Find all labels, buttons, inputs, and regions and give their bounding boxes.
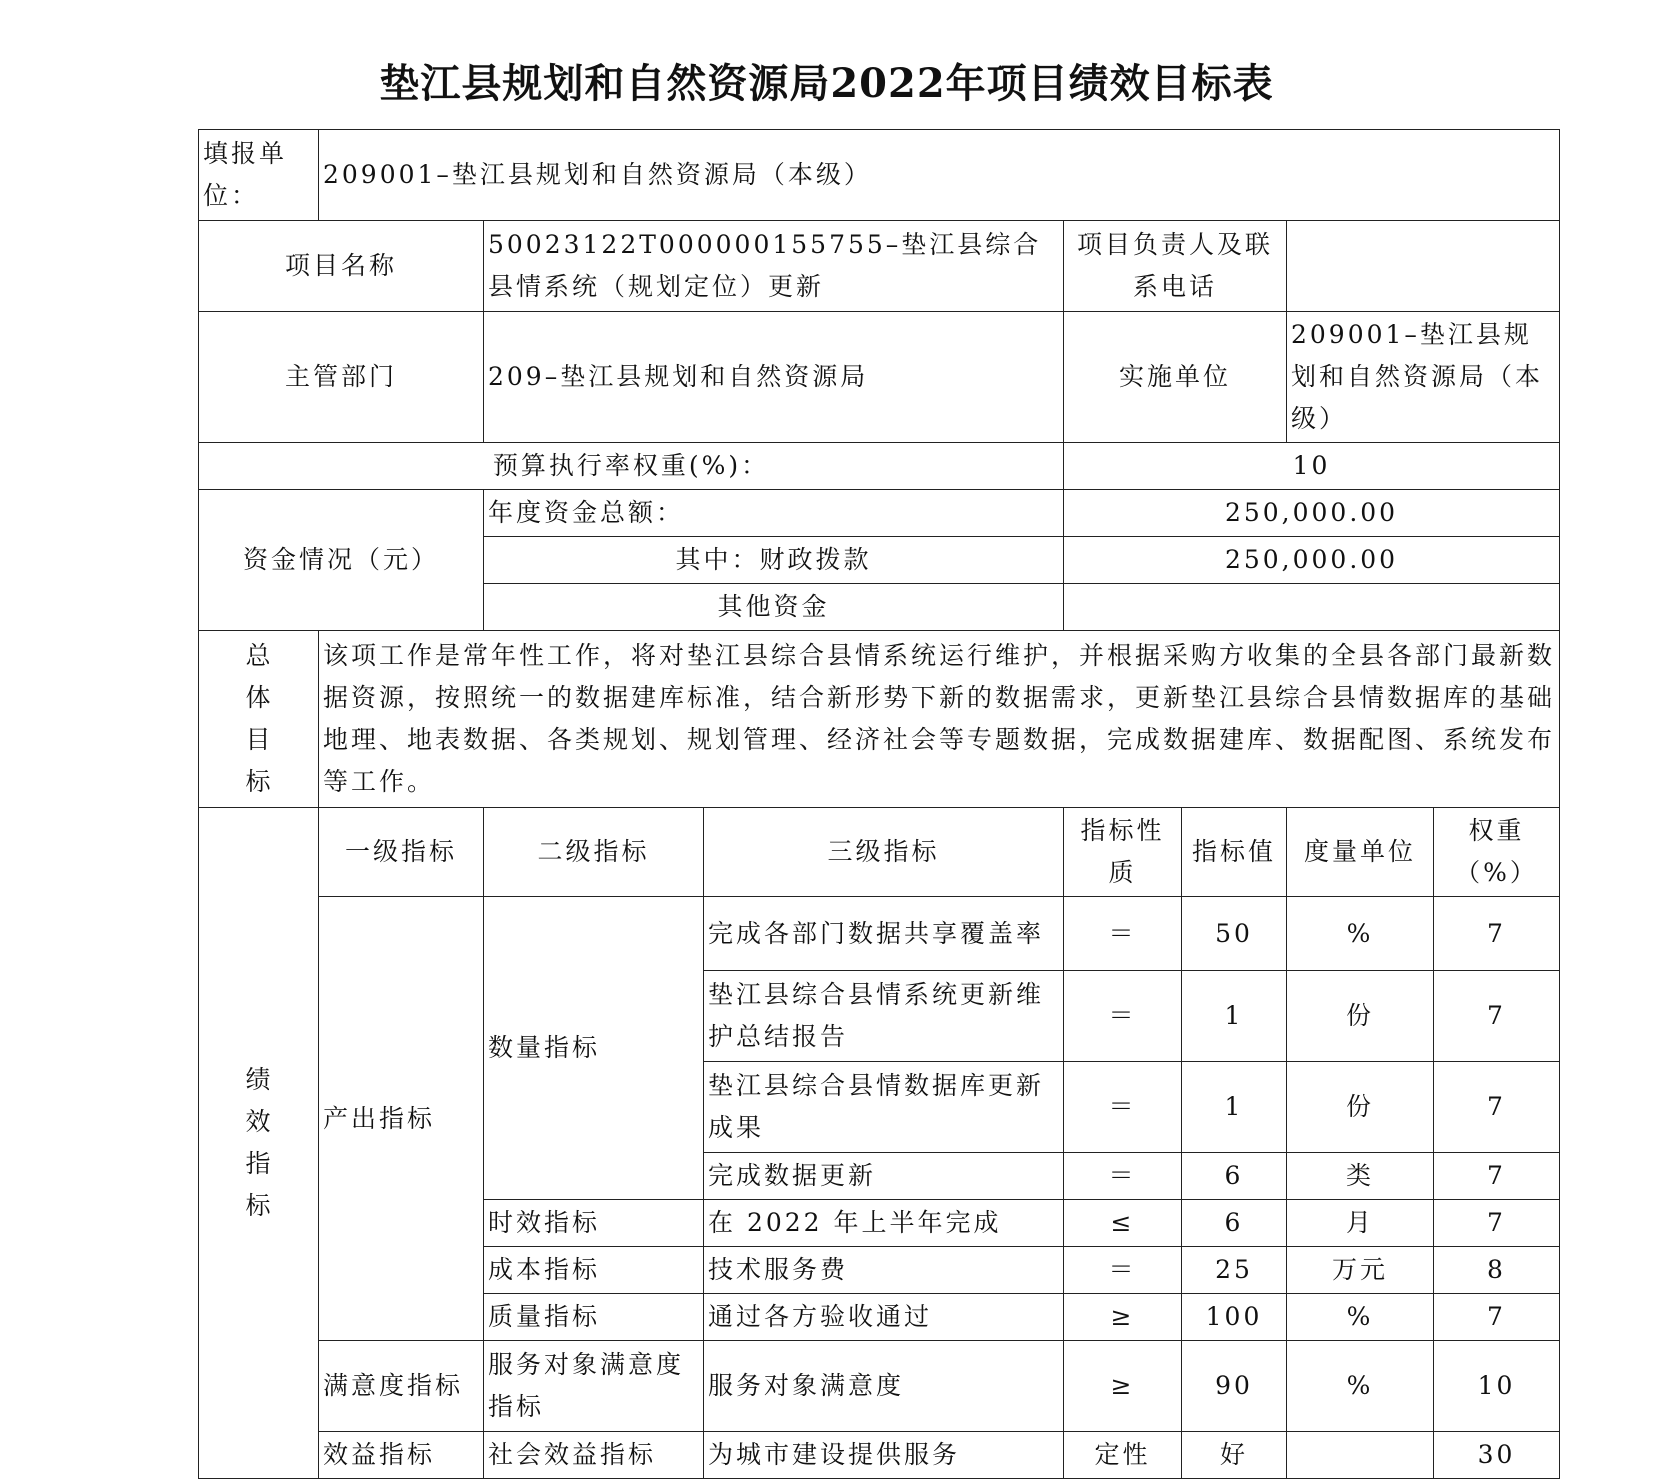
unit-cell <box>1287 1432 1434 1479</box>
impl-label: 实施单位 <box>1064 312 1287 443</box>
l3-cell: 为城市建设提供服务 <box>704 1432 1064 1479</box>
table-row <box>199 1341 1560 1432</box>
nature-cell: ≥ <box>1064 1294 1182 1341</box>
unit-cell: % <box>1287 1341 1434 1432</box>
nature-cell: ≥ <box>1064 1341 1182 1432</box>
performance-table <box>198 129 1560 1479</box>
perf-label-text: 绩效指标 <box>245 1065 274 1220</box>
funds-total-label: 年度资金总额： <box>484 490 1064 537</box>
l3-cell: 垫江县综合县情数据库更新成果 <box>704 1062 1064 1153</box>
nature-cell: 定性 <box>1064 1432 1182 1479</box>
funds-other-label: 其他资金 <box>484 584 1064 631</box>
funds-label: 资金情况（元） <box>199 490 484 631</box>
unit-cell: 份 <box>1287 971 1434 1062</box>
value-cell: 50 <box>1182 897 1287 971</box>
budget-rate-label: 预算执行率权重(%)： <box>199 443 1064 490</box>
nature-cell: ＝ <box>1064 1153 1182 1200</box>
dept-row <box>199 312 1560 443</box>
header-nature: 指标性质 <box>1064 808 1182 897</box>
nature-cell: ＝ <box>1064 1062 1182 1153</box>
l2-quantity: 数量指标 <box>484 897 704 1200</box>
contact-label: 项目负责人及联系电话 <box>1064 221 1287 312</box>
value-cell: 1 <box>1182 971 1287 1062</box>
unit-cell: 月 <box>1287 1200 1434 1247</box>
indicator-header-row <box>199 808 1560 897</box>
value-cell: 90 <box>1182 1341 1287 1432</box>
nature-cell: ＝ <box>1064 1247 1182 1294</box>
budget-rate-row <box>199 443 1560 490</box>
weight-cell: 10 <box>1434 1341 1560 1432</box>
page-title: 垫江县规划和自然资源局2022年项目绩效目标表 <box>379 60 1274 107</box>
l1-benefit: 效益指标 <box>319 1432 484 1479</box>
header-l3: 三级指标 <box>704 808 1064 897</box>
funds-total-value: 250,000.00 <box>1064 490 1560 537</box>
goal-text: 该项工作是常年性工作，将对垫江县综合县情系统运行维护，并根据采购方收集的全县各部门最新数据资源，按照统一的数据建库标准，结合新形势下新的数据需求，更新垫江县综合县情数据库的基础地理、地表数据、各类规划、规划管理、经济社会等专题数据，完成数据建库、数据配图、系统发布等工作。 <box>319 631 1560 808</box>
header-value: 指标值 <box>1182 808 1287 897</box>
funds-other-value <box>1064 584 1560 631</box>
nature-cell: ≤ <box>1064 1200 1182 1247</box>
header-l2: 二级指标 <box>484 808 704 897</box>
header-l1: 一级指标 <box>319 808 484 897</box>
l2-cost: 成本指标 <box>484 1247 704 1294</box>
l2-time: 时效指标 <box>484 1200 704 1247</box>
unit-cell: % <box>1287 897 1434 971</box>
weight-cell: 7 <box>1434 1153 1560 1200</box>
weight-cell: 7 <box>1434 971 1560 1062</box>
weight-cell: 8 <box>1434 1247 1560 1294</box>
project-name-value: 50023122T000000155755–垫江县综合县情系统（规划定位）更新 <box>484 221 1064 312</box>
value-cell: 1 <box>1182 1062 1287 1153</box>
unit-cell: % <box>1287 1294 1434 1341</box>
contact-value <box>1287 221 1560 312</box>
l2-satisfaction: 服务对象满意度指标 <box>484 1341 704 1432</box>
nature-cell: ＝ <box>1064 971 1182 1062</box>
l2-social: 社会效益指标 <box>484 1432 704 1479</box>
header-unit: 度量单位 <box>1287 808 1434 897</box>
value-cell: 100 <box>1182 1294 1287 1341</box>
dept-label: 主管部门 <box>199 312 484 443</box>
goal-label-text: 总体目标 <box>245 641 274 796</box>
nature-cell: ＝ <box>1064 897 1182 971</box>
table-row <box>199 1432 1560 1479</box>
weight-cell: 7 <box>1434 1200 1560 1247</box>
l2-quality: 质量指标 <box>484 1294 704 1341</box>
unit-cell: 份 <box>1287 1062 1434 1153</box>
table-row <box>199 897 1560 971</box>
weight-cell: 7 <box>1434 1294 1560 1341</box>
funds-total-row <box>199 490 1560 537</box>
value-cell: 好 <box>1182 1432 1287 1479</box>
l3-cell: 垫江县综合县情系统更新维护总结报告 <box>704 971 1064 1062</box>
unit-row <box>199 130 1560 221</box>
funds-fiscal-value: 250,000.00 <box>1064 537 1560 584</box>
project-row <box>199 221 1560 312</box>
l3-cell: 服务对象满意度 <box>704 1341 1064 1432</box>
value-cell: 6 <box>1182 1153 1287 1200</box>
value-cell: 25 <box>1182 1247 1287 1294</box>
dept-value: 209–垫江县规划和自然资源局 <box>484 312 1064 443</box>
weight-cell: 30 <box>1434 1432 1560 1479</box>
project-name-label: 项目名称 <box>199 221 484 312</box>
l3-cell: 在 2022 年上半年完成 <box>704 1200 1064 1247</box>
l3-cell: 通过各方验收通过 <box>704 1294 1064 1341</box>
unit-value: 209001–垫江县规划和自然资源局（本级） <box>319 130 1560 221</box>
l1-satisfaction: 满意度指标 <box>319 1341 484 1432</box>
l3-cell: 完成各部门数据共享覆盖率 <box>704 897 1064 971</box>
header-weight: 权重（%） <box>1434 808 1560 897</box>
l3-cell: 技术服务费 <box>704 1247 1064 1294</box>
unit-cell: 万元 <box>1287 1247 1434 1294</box>
weight-cell: 7 <box>1434 897 1560 971</box>
l1-output: 产出指标 <box>319 897 484 1341</box>
funds-fiscal-label: 其中：财政拨款 <box>484 537 1064 584</box>
goal-row <box>199 631 1560 808</box>
value-cell: 6 <box>1182 1200 1287 1247</box>
perf-label <box>199 808 319 1479</box>
unit-cell: 类 <box>1287 1153 1434 1200</box>
weight-cell: 7 <box>1434 1062 1560 1153</box>
unit-label: 填报单位： <box>199 130 319 221</box>
impl-value: 209001–垫江县规划和自然资源局（本级） <box>1287 312 1560 443</box>
budget-rate-value: 10 <box>1064 443 1560 490</box>
l3-cell: 完成数据更新 <box>704 1153 1064 1200</box>
goal-label <box>199 631 319 808</box>
